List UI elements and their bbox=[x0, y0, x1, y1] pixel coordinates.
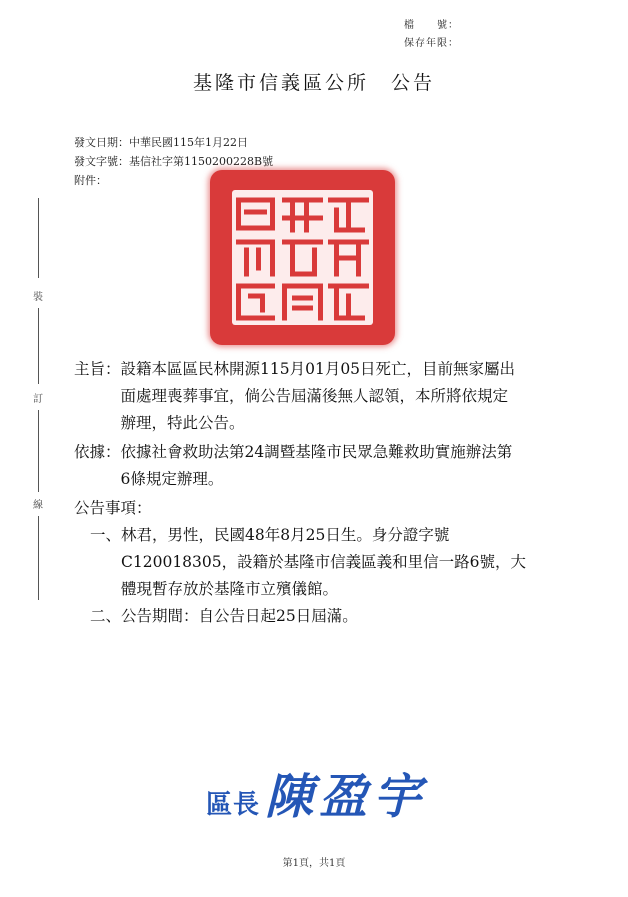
file-number-label: 檔 號： bbox=[404, 20, 459, 31]
signature-name: 陳盈宇 bbox=[265, 769, 428, 825]
notice-item-1 bbox=[74, 522, 564, 603]
subject-line: 面處理喪葬事宜，倘公告屆滿後無人認領，本所將依規定 bbox=[120, 387, 509, 405]
item-2-number: 二、 bbox=[90, 607, 122, 625]
subject-line: 設籍本區區民林開源115月01月05日死亡，目前無家屬出 bbox=[120, 360, 516, 378]
signature-title: 區長 bbox=[206, 790, 261, 820]
item-1-text bbox=[121, 522, 564, 603]
subject-section bbox=[74, 356, 564, 437]
attachment-label: 附件： bbox=[74, 174, 107, 187]
page-number: 第1頁，共1頁 bbox=[282, 858, 346, 869]
notice-body bbox=[74, 356, 564, 630]
dispatch-date-label: 發文日期： bbox=[74, 136, 129, 149]
dispatch-date bbox=[74, 134, 248, 150]
basis-label: 依據： bbox=[74, 443, 121, 461]
item-1-line: C120018305，設籍於基隆市信義區義和里信一路6號，大 bbox=[121, 553, 526, 571]
binding-line-top bbox=[38, 198, 39, 278]
page-title: 基隆市信義區公所 公告 bbox=[192, 72, 435, 94]
item-1-number: 一、 bbox=[90, 526, 122, 544]
subject-line: 辦理，特此公告。 bbox=[120, 414, 245, 432]
item-2-text: 公告期間：自公告日起25日屆滿。 bbox=[121, 607, 358, 625]
dispatch-number bbox=[74, 153, 273, 169]
notice-item-2 bbox=[74, 603, 564, 630]
dispatch-number-label: 發文字號： bbox=[74, 155, 129, 168]
binding-mark-line: 線 bbox=[33, 500, 43, 511]
items-heading: 公告事項： bbox=[74, 499, 152, 517]
binding-mark-bind: 裝 bbox=[33, 292, 43, 303]
item-1-line: 林君，男性，民國48年8月25日生。身分證字號 bbox=[121, 526, 450, 544]
official-seal bbox=[210, 170, 395, 345]
binding-line-middle-2 bbox=[38, 410, 39, 492]
signature-block bbox=[206, 758, 427, 827]
seal-inner-panel bbox=[232, 190, 373, 325]
binding-mark-staple: 訂 bbox=[33, 394, 43, 405]
dispatch-number-value: 基信社字第1150200228B號 bbox=[129, 155, 274, 168]
dispatch-date-value: 中華民國115年1月22日 bbox=[129, 136, 248, 149]
basis-section bbox=[74, 439, 564, 493]
seal-glyph-art bbox=[232, 190, 373, 325]
basis-line: 依據社會救助法第24調暨基隆市民眾急難救助實施辦法第 bbox=[120, 443, 513, 461]
item-1-line: 體現暫存放於基隆市立殯儀館。 bbox=[121, 580, 339, 598]
binding-line-middle-1 bbox=[38, 308, 39, 384]
subject-text bbox=[121, 356, 564, 437]
basis-line: 6條規定辦理。 bbox=[120, 470, 224, 488]
retention-period-label: 保存年限： bbox=[404, 38, 459, 49]
binding-line-bottom bbox=[38, 516, 39, 600]
subject-label: 主旨： bbox=[74, 360, 121, 378]
basis-text bbox=[121, 439, 564, 493]
